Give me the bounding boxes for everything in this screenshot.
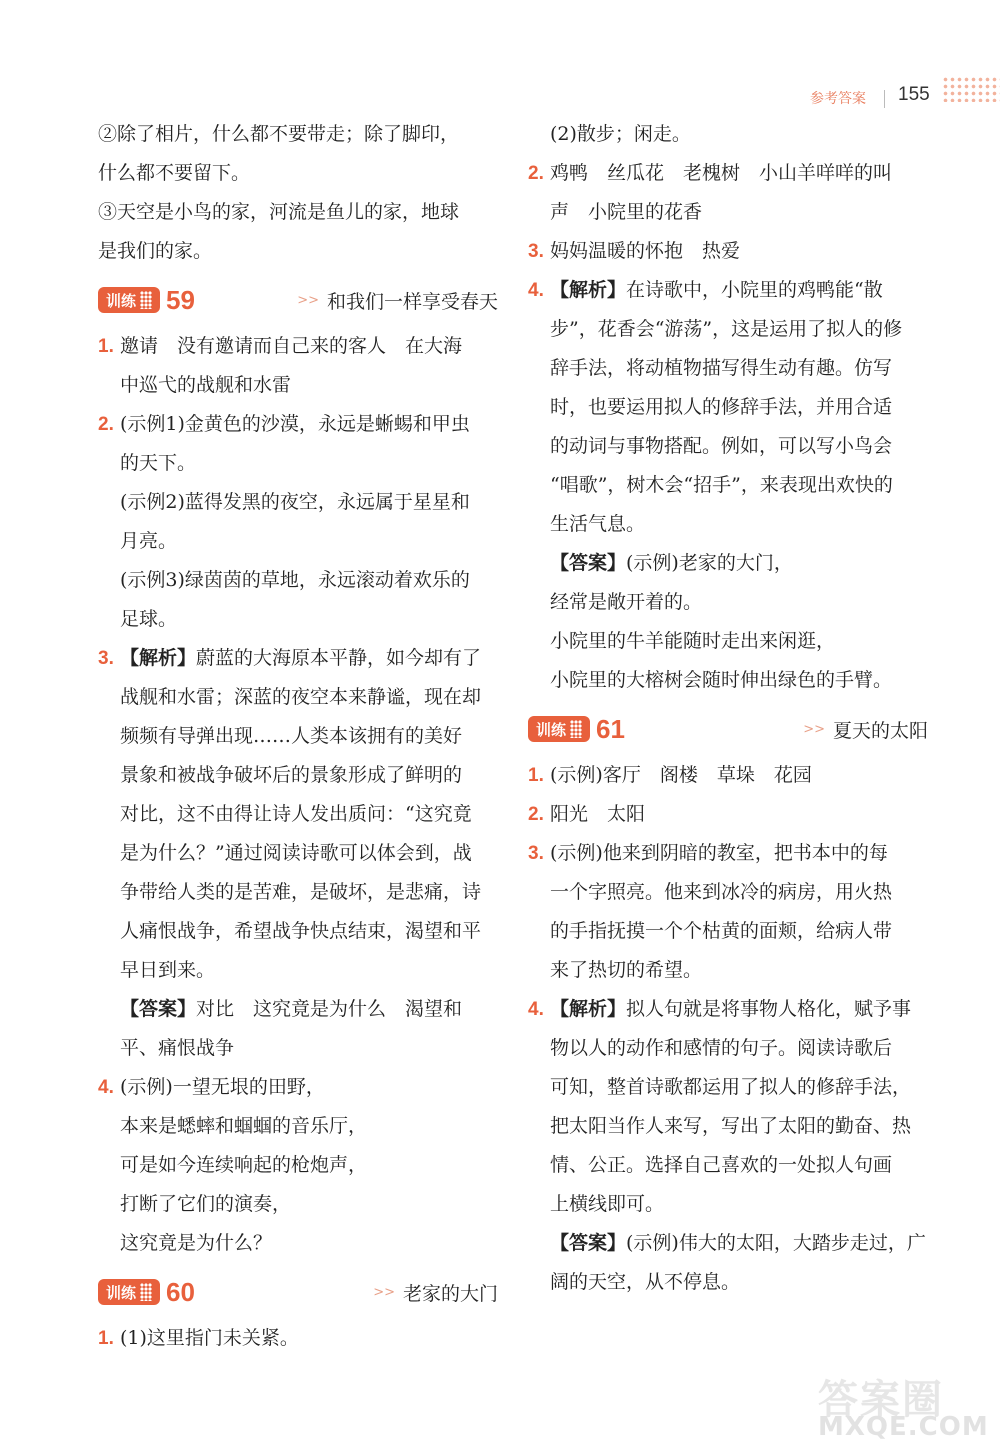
section-number: 60 <box>166 1276 195 1307</box>
text-line: (示例)客厅 阁楼 草垛 花园 <box>550 764 812 786</box>
question-number: 4. <box>528 999 544 1020</box>
text-line: 月亮。 <box>120 530 178 552</box>
header-divider <box>884 90 885 108</box>
question-number: 2. <box>528 163 544 184</box>
text-line: 【答案】(示例)伟大的太阳，大踏步走过，广 <box>550 1232 926 1254</box>
left-column <box>98 115 498 1358</box>
text-line: 阔的天空，从不停息。 <box>550 1271 741 1293</box>
section-title: 夏天的太阳 <box>832 719 928 742</box>
question-4 <box>528 990 928 1302</box>
text-line: 平、痛恨战争 <box>120 1037 235 1059</box>
text-line: 声 小院里的花香 <box>550 201 703 223</box>
text-line: (示例)他来到阴暗的教室，把书本中的每 <box>550 842 888 864</box>
text-line: 的手指抚摸一个个枯黄的面颊，给病人带 <box>550 920 893 942</box>
section-badge: 训练 <box>98 287 160 313</box>
text-line: 可知，整首诗歌都运用了拟人的修辞手法， <box>550 1076 912 1098</box>
question-4 <box>528 271 928 700</box>
text-line: 小院里的牛羊能随时走出来闲逛， <box>550 630 836 652</box>
text-line: 对比，这不由得让诗人发出质问：“这究竟 <box>120 803 472 825</box>
text-line: (示例3)绿茵茵的草地，永远滚动着欢乐的 <box>120 569 470 591</box>
decorative-dots <box>942 76 1000 102</box>
section-number: 61 <box>596 713 625 744</box>
text-line: 是为什么？”通过阅读诗歌可以体会到，战 <box>120 842 472 864</box>
section-badge: 训练 <box>528 716 590 742</box>
text-line: 上横线即可。 <box>550 1193 665 1215</box>
text-line: 【解析】在诗歌中，小院里的鸡鸭能“散 <box>550 279 883 301</box>
text-line: 小院里的大榕树会随时伸出绿色的手臂。 <box>550 669 893 691</box>
section-header-60 <box>98 1269 498 1315</box>
right-column <box>528 115 928 1302</box>
text-line: 打断了它们的演奏， <box>120 1193 292 1215</box>
text-line: 【答案】(示例)老家的大门， <box>550 552 793 574</box>
question-number: 1. <box>98 336 114 357</box>
section-badge: 训练 <box>98 1279 160 1305</box>
analysis-tag: 【解析】 <box>550 998 627 1020</box>
text-line: 经常是敞开着的。 <box>550 591 703 613</box>
question-number: 2. <box>98 414 114 435</box>
text-line: 的天下。 <box>120 452 197 474</box>
watermark-logo <box>818 1368 996 1444</box>
section-header-59 <box>98 277 498 323</box>
question-2 <box>528 795 928 834</box>
section-header-61 <box>528 706 928 752</box>
text-line: 频频有导弹出现……人类本该拥有的美好 <box>120 725 463 747</box>
text-line: 阳光 太阳 <box>550 803 646 825</box>
text-line: 早日到来。 <box>120 959 216 981</box>
question-1 <box>98 327 498 405</box>
question-2 <box>528 154 928 232</box>
question-number: 4. <box>528 280 544 301</box>
text-line: 鸡鸭 丝瓜花 老槐树 小山羊咩咩的叫 <box>550 162 893 184</box>
text-line: 来了热切的希望。 <box>550 959 703 981</box>
text-line: (示例)一望无垠的田野， <box>120 1076 325 1098</box>
question-number: 2. <box>528 804 544 825</box>
question-number: 3. <box>98 648 114 669</box>
text-line: 【解析】蔚蓝的大海原本平静，如今却有了 <box>120 647 482 669</box>
text-line: 步”，花香会“游荡”，这是运用了拟人的修 <box>550 318 903 340</box>
text-line: 中巡弋的战舰和水雷 <box>120 374 292 396</box>
text-line: 【答案】对比 这究竟是为什么 渴望和 <box>120 998 463 1020</box>
analysis-tag: 【解析】 <box>550 279 627 301</box>
badge-dots-icon <box>140 291 152 309</box>
section-title: 和我们一样享受春天 <box>326 290 498 313</box>
section-title: 老家的大门 <box>402 1282 498 1305</box>
question-3 <box>98 639 498 1068</box>
text-line: 把太阳当作人来写，写出了太阳的勤奋、热 <box>550 1115 912 1137</box>
text-line: 可是如今连续响起的枪炮声， <box>120 1154 368 1176</box>
text-line: 妈妈温暖的怀抱 热爱 <box>550 240 741 262</box>
text-line: (示例2)蓝得发黑的夜空，永远属于星星和 <box>120 491 470 513</box>
answer-tag: 【答案】 <box>550 1232 627 1254</box>
analysis-tag: 【解析】 <box>120 647 197 669</box>
badge-dots-icon <box>570 720 582 738</box>
question-1 <box>528 756 928 795</box>
text-line: 物以人的动作和感情的句子。阅读诗歌后 <box>550 1037 893 1059</box>
arrow-icon: >> <box>297 292 319 308</box>
text-line: 一个字照亮。他来到冰冷的病房，用火热 <box>550 881 893 903</box>
question-4 <box>98 1068 498 1263</box>
watermark-url: MXQE.COM <box>818 1412 989 1442</box>
question-2 <box>98 405 498 639</box>
question-3 <box>528 834 928 990</box>
question-number: 3. <box>528 241 544 262</box>
text-line: 这究竟是为什么？ <box>120 1232 273 1254</box>
watermark-text: 答案圈 <box>818 1377 944 1423</box>
question-number: 4. <box>98 1077 114 1098</box>
text-line: 什么都不要留下。 <box>98 162 251 184</box>
text-line: 邀请 没有邀请而自己来的客人 在大海 <box>120 335 463 357</box>
text-line: 本来是蟋蟀和蝈蝈的音乐厅， <box>120 1115 368 1137</box>
answer-tag: 【答案】 <box>550 552 627 574</box>
question-1 <box>98 1319 498 1358</box>
page-number: 155 <box>898 84 930 105</box>
text-line: ②除了相片，什么都不要带走；除了脚印， <box>98 123 460 145</box>
text-line: ③天空是小鸟的家，河流是鱼儿的家，地球 <box>98 201 460 223</box>
text-line: (示例1)金黄色的沙漠，永远是蜥蜴和甲虫 <box>120 413 470 435</box>
text-line: (2)散步；闲走。 <box>550 123 691 145</box>
arrow-icon: >> <box>803 721 825 737</box>
text-line: 时，也要运用拟人的修辞手法，并用合适 <box>550 396 893 418</box>
text-line: 是我们的家。 <box>98 240 213 262</box>
question-number: 3. <box>528 843 544 864</box>
text-line: “唱歌”，树木会“招手”，来表现出欢快的 <box>550 474 893 496</box>
text-line: 争带给人类的是苦难，是破坏，是悲痛，诗 <box>120 881 482 903</box>
header-label: 参考答案 <box>810 91 866 107</box>
section-number: 59 <box>166 284 195 315</box>
text-line: 战舰和水雷；深蓝的夜空本来静谧，现在却 <box>120 686 482 708</box>
arrow-icon: >> <box>373 1284 395 1300</box>
text-line: (1)这里指门未关紧。 <box>120 1327 299 1349</box>
page-header <box>0 84 1000 118</box>
question-3 <box>528 232 928 271</box>
text-line: 【解析】拟人句就是将事物人格化，赋予事 <box>550 998 912 1020</box>
text-line: 生活气息。 <box>550 513 646 535</box>
text-line: 的动词与事物搭配。例如，可以写小鸟会 <box>550 435 893 457</box>
answer-tag: 【答案】 <box>120 998 197 1020</box>
text-line: 人痛恨战争，希望战争快点结束，渴望和平 <box>120 920 482 942</box>
text-line: 情、公正。选择自己喜欢的一处拟人句画 <box>550 1154 893 1176</box>
question-number: 1. <box>98 1328 114 1349</box>
text-line: 辞手法，将动植物描写得生动有趣。仿写 <box>550 357 893 379</box>
badge-dots-icon <box>140 1283 152 1301</box>
text-line: 景象和被战争破坏后的景象形成了鲜明的 <box>120 764 463 786</box>
question-number: 1. <box>528 765 544 786</box>
text-line: 足球。 <box>120 608 178 630</box>
